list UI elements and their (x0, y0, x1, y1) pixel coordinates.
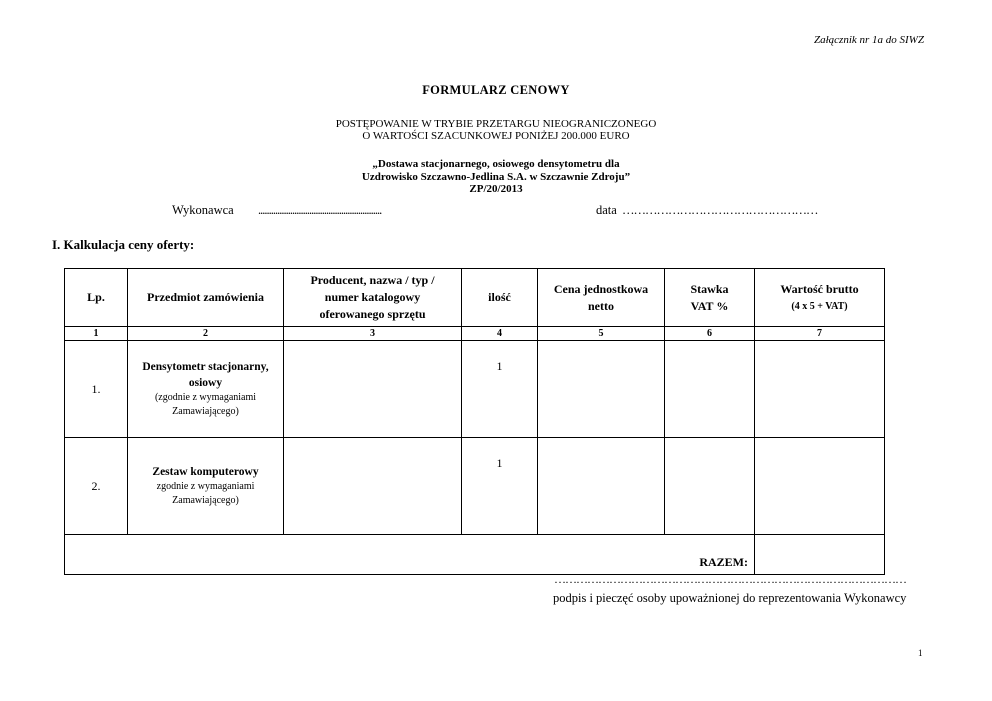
row-subject-name-line-1: Zestaw komputerowy (152, 466, 259, 478)
total-label: RAZEM: (65, 535, 755, 575)
signature-caption: podpis i pieczęć osoby upoważnionej do reprezentowania Wykonawcy (553, 591, 907, 605)
table-row (65, 438, 885, 535)
column-number: 5 (538, 327, 665, 341)
date-label: data (596, 203, 617, 217)
subject-reference: ZP/20/2013 (469, 183, 523, 195)
procedure-line-2: O WARTOŚCI SZACUNKOWEJ PONIŻEJ 200.000 EURO (362, 130, 630, 142)
row-vat-cell[interactable] (665, 341, 755, 438)
total-row (65, 535, 885, 575)
header-gross-line-1: Wartość brutto (780, 281, 859, 296)
header-producer-line-2: numer katalogowy (324, 290, 421, 304)
column-number-row (65, 327, 885, 341)
procedure-line-1: POSTĘPOWANIE W TRYBIE PRZETARGU NIEOGRANICZONEGO (335, 118, 657, 130)
tender-subject (0, 158, 992, 196)
price-calculation-table (64, 268, 885, 575)
header-quantity: ilość (462, 269, 538, 327)
header-unit-price-line-2: netto (588, 298, 614, 313)
column-number: 2 (128, 327, 284, 341)
column-number: 1 (65, 327, 128, 341)
row-producer-cell[interactable] (284, 438, 462, 535)
row-unit-price-cell[interactable] (538, 438, 665, 535)
row-lp: 1. (65, 341, 128, 438)
section-title: I. Kalkulacja ceny oferty: (52, 237, 195, 252)
row-gross-value-cell[interactable] (755, 438, 885, 535)
header-lp: Lp. (65, 269, 128, 327)
header-producer-line-3: oferowanego sprzętu (319, 307, 426, 321)
header-unit-price (538, 269, 665, 327)
attachment-label: Załącznik nr 1a do SIWZ (814, 34, 924, 46)
column-number: 6 (665, 327, 755, 341)
row-vat-cell[interactable] (665, 438, 755, 535)
signature-fill-line[interactable]: …………………………………………………………………………………… (554, 572, 906, 586)
column-number: 3 (284, 327, 462, 341)
subject-line-2: Uzdrowisko Szczawno-Jedlina S.A. w Szczawnie Zdroju” (361, 170, 631, 183)
row-subject (128, 341, 284, 438)
row-subject-note-line-1: zgodnie z wymaganiami (156, 481, 255, 492)
row-subject-note-line-1: (zgodnie z wymaganiami (154, 392, 257, 403)
row-quantity: 1 (462, 341, 538, 438)
row-unit-price-cell[interactable] (538, 341, 665, 438)
header-vat-line-1: Stawka (690, 281, 729, 296)
header-producer (284, 269, 462, 327)
row-gross-value-cell[interactable] (755, 341, 885, 438)
header-gross-formula: (4 x 5 + VAT) (791, 300, 848, 312)
table-row (65, 341, 885, 438)
column-number: 7 (755, 327, 885, 341)
date-fill-line[interactable]: …………………………………………… (622, 203, 818, 217)
row-lp: 2. (65, 438, 128, 535)
header-producer-line-1: Producent, nazwa / typ / (310, 273, 435, 287)
header-unit-price-line-1: Cena jednostkowa (553, 281, 649, 296)
procedure-description (0, 118, 992, 142)
header-subject: Przedmiot zamówienia (128, 269, 284, 327)
contractor-fill-line[interactable]: .......................................................... (258, 203, 382, 217)
header-row (65, 269, 885, 327)
row-subject-name-line-2: osiowy (188, 377, 223, 389)
row-subject-note-line-2: Zamawiającego) (172, 406, 239, 417)
page-number: 1 (918, 648, 923, 658)
row-subject-name-line-1: Densytometr stacjonarny, (142, 361, 269, 373)
row-quantity: 1 (462, 438, 538, 535)
header-vat-line-2: VAT % (690, 298, 729, 313)
row-subject-note-line-2: Zamawiającego) (172, 495, 239, 506)
form-title: FORMULARZ CENOWY (422, 83, 570, 97)
row-subject (128, 438, 284, 535)
total-gross-value-cell[interactable] (755, 535, 885, 575)
contractor-label: Wykonawca (172, 203, 234, 217)
row-producer-cell[interactable] (284, 341, 462, 438)
subject-line-1: „Dostawa stacjonarnego, osiowego densytometru dla (372, 158, 620, 170)
header-gross-value (755, 269, 885, 327)
header-vat (665, 269, 755, 327)
column-number: 4 (462, 327, 538, 341)
